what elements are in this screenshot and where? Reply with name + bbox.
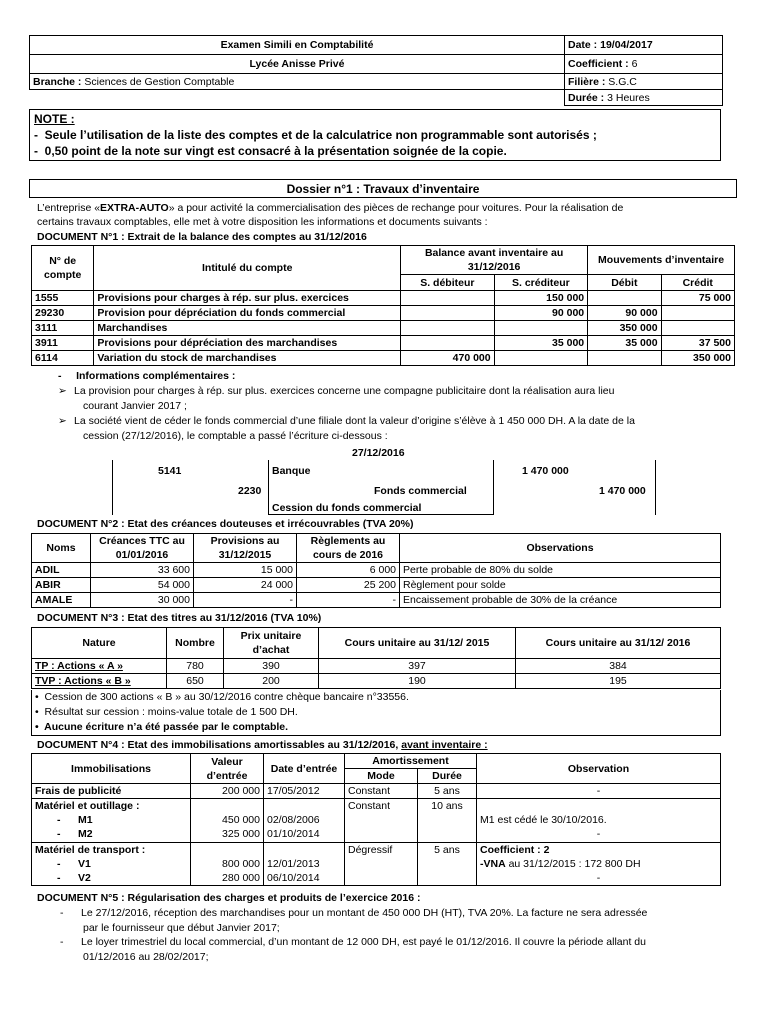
header-table [29,35,723,106]
titres-note: • Aucune écriture n’a été passée par le comptable. [35,721,289,733]
info-2b: cession (27/12/2016), le comptable a passé l’écriture ci-dessous : [83,430,388,442]
info-title: - Informations complémentaires : [58,370,236,382]
intro-line-1: L’entreprise «EXTRA-AUTO» a pour activité la commercialisation des pièces de rechange pour voitures. Pour la réalisation de [37,202,624,214]
doc4-title: DOCUMENT N°4 : Etat des immobilisations amortissables au 31/12/2016, avant inventaire : [37,739,488,751]
table-row: 6114 Variation du stock de marchandises 470 000 350 000 [32,351,735,366]
col-cours-2015: Cours unitaire au 31/12/ 2015 [319,628,516,659]
table-row: Matériel et outillage : - M1 - M2 450 000 325 000 02/08/2006 01/10/2014 Constant 10 ans M1 est cédé le 30/10/2016. - [32,799,721,843]
doc5-line: - Le 27/12/2016, réception des marchandises pour un montant de 450 000 DH (HT), TVA 20%. La facture ne sera adressée [60,907,648,919]
col-scred: S. créditeur [494,275,588,291]
dossier-title: Dossier n°1 : Travaux d’inventaire [29,179,737,198]
note-line: - Seule l’utilisation de la liste des comptes et de la calculatrice non programmable sont autorisés ; [34,128,597,142]
entry-label-cession: Cession du fonds commercial [272,502,422,514]
info-2a: ➢ La société vient de céder le fonds commercial d’une filiale dont la valeur d’origine s’élève à 1 450 000 DH. A la date de la [58,415,635,427]
filiere-cell: Filière : S.G.C [565,74,723,90]
col-obs: Observations [400,534,721,563]
exam-title: Examen Simili en Comptabilité [30,36,565,55]
entry-amount-credit: 1 470 000 [599,485,646,497]
branche-cell: Branche : Sciences de Gestion Comptable [30,74,565,90]
note-line: - 0,50 point de la note sur vingt est consacré à la présentation soignée de la copie. [34,144,507,158]
entry-acc-credit: 2230 [238,485,262,497]
note-box [29,109,721,161]
immobilisations-table [31,753,721,886]
duree-cell: Durée : 3 Heures [565,90,723,106]
col-mode: Mode [345,769,418,784]
table-row: TP : Actions « A » 780 390 397 384 [32,659,721,674]
doc5-line: - Le loyer trimestriel du local commercial, d’un montant de 12 000 DH, est payé le 01/12/2016. Il couvre la période allant du [60,936,646,948]
info-1b: courant Janvier 2017 ; [83,400,187,412]
entry-amount-debit: 1 470 000 [522,465,569,477]
entry-label-banque: Banque [272,465,311,477]
doc5-title: DOCUMENT N°5 : Régularisation des charges et produits de l’exercice 2016 : [37,892,421,904]
doc1-title: DOCUMENT N°1 : Extrait de la balance des comptes au 31/12/2016 [37,231,367,243]
col-credit: Crédit [661,275,734,291]
table-row: Frais de publicité 200 000 17/05/2012 Constant 5 ans - [32,784,721,799]
doc2-title: DOCUMENT N°2 : Etat des créances douteuses et irrécouvrables (TVA 20%) [37,518,414,530]
table-row: AMALE 30 000 - - Encaissement probable de 30% de la créance [32,593,721,608]
entry-acc-debit: 5141 [158,465,182,477]
table-row: 1555 Provisions pour charges à rép. sur plus. exercices 150 000 75 000 [32,291,735,306]
col-nombre: Nombre [167,628,224,659]
entry-date: 27/12/2016 [352,447,405,459]
entry-label-fonds: Fonds commercial [374,485,467,497]
col-num: N° de compte [32,246,94,291]
col-noms: Noms [32,534,91,563]
titres-notes [31,690,721,736]
col-prov: Provisions au 31/12/2015 [194,534,297,563]
col-prix: Prix unitaire d’achat [224,628,319,659]
intro-line-2: certains travaux comptables, elle met à votre disposition les informations et documents suivants : [37,216,488,228]
col-immo: Immobilisations [32,754,191,784]
col-date: Date d’entrée [264,754,345,784]
titres-table [31,627,721,689]
school-name: Lycée Anisse Privé [30,55,565,74]
table-row: ADIL 33 600 15 000 6 000 Perte probable de 80% du solde [32,563,721,578]
col-sdeb: S. débiteur [401,275,495,291]
table-row: TVP : Actions « B » 650 200 190 195 [32,674,721,689]
col-nature: Nature [32,628,167,659]
doc5-line: par le fournisseur que début Janvier 2017; [83,922,280,934]
balance-table [31,245,735,366]
table-row: 3911 Provisions pour dépréciation des marchandises 35 000 35 000 37 500 [32,336,735,351]
col-ttc: Créances TTC au 01/01/2016 [91,534,194,563]
coef-cell: Coefficient : 6 [565,55,723,74]
col-debit: Débit [588,275,661,291]
table-row: 3111 Marchandises 350 000 [32,321,735,336]
col-observation: Observation [477,754,721,784]
titres-note: • Résultat sur cession : moins-value totale de 1 500 DH. [35,706,298,718]
table-row: Matériel de transport : - V1 - V2 800 000 280 000 12/01/2013 06/10/2014 Dégressif 5 ans Coefficient : 2 -VNA au 31/12/2015 : 172 800 DH - [32,843,721,886]
note-title: NOTE : [34,112,75,126]
col-mouvements: Mouvements d’inventaire [588,246,735,275]
titres-note: • Cession de 300 actions « B » au 30/12/2016 contre chèque bancaire n°33556. [35,691,409,703]
col-cours-2016: Cours unitaire au 31/12/ 2016 [516,628,721,659]
col-regl: Règlements au cours de 2016 [297,534,400,563]
doc5-line: 01/12/2016 au 28/02/2017; [83,951,209,963]
creances-table [31,533,721,608]
table-row: ABIR 54 000 24 000 25 200 Règlement pour solde [32,578,721,593]
date-cell: Date : 19/04/2017 [565,36,723,55]
doc3-title: DOCUMENT N°3 : Etat des titres au 31/12/2016 (TVA 10%) [37,612,322,624]
col-intitule: Intitulé du compte [94,246,401,291]
col-duree: Durée [418,769,477,784]
col-amort: Amortissement [345,754,477,769]
table-row: 29230 Provision pour dépréciation du fonds commercial 90 000 90 000 [32,306,735,321]
col-valeur: Valeur d’entrée [191,754,264,784]
info-1a: ➢ La provision pour charges à rép. sur plus. exercices concerne une compagne publicitaire dont la réalisation aura lieu [58,385,615,397]
col-balance: Balance avant inventaire au 31/12/2016 [401,246,588,275]
